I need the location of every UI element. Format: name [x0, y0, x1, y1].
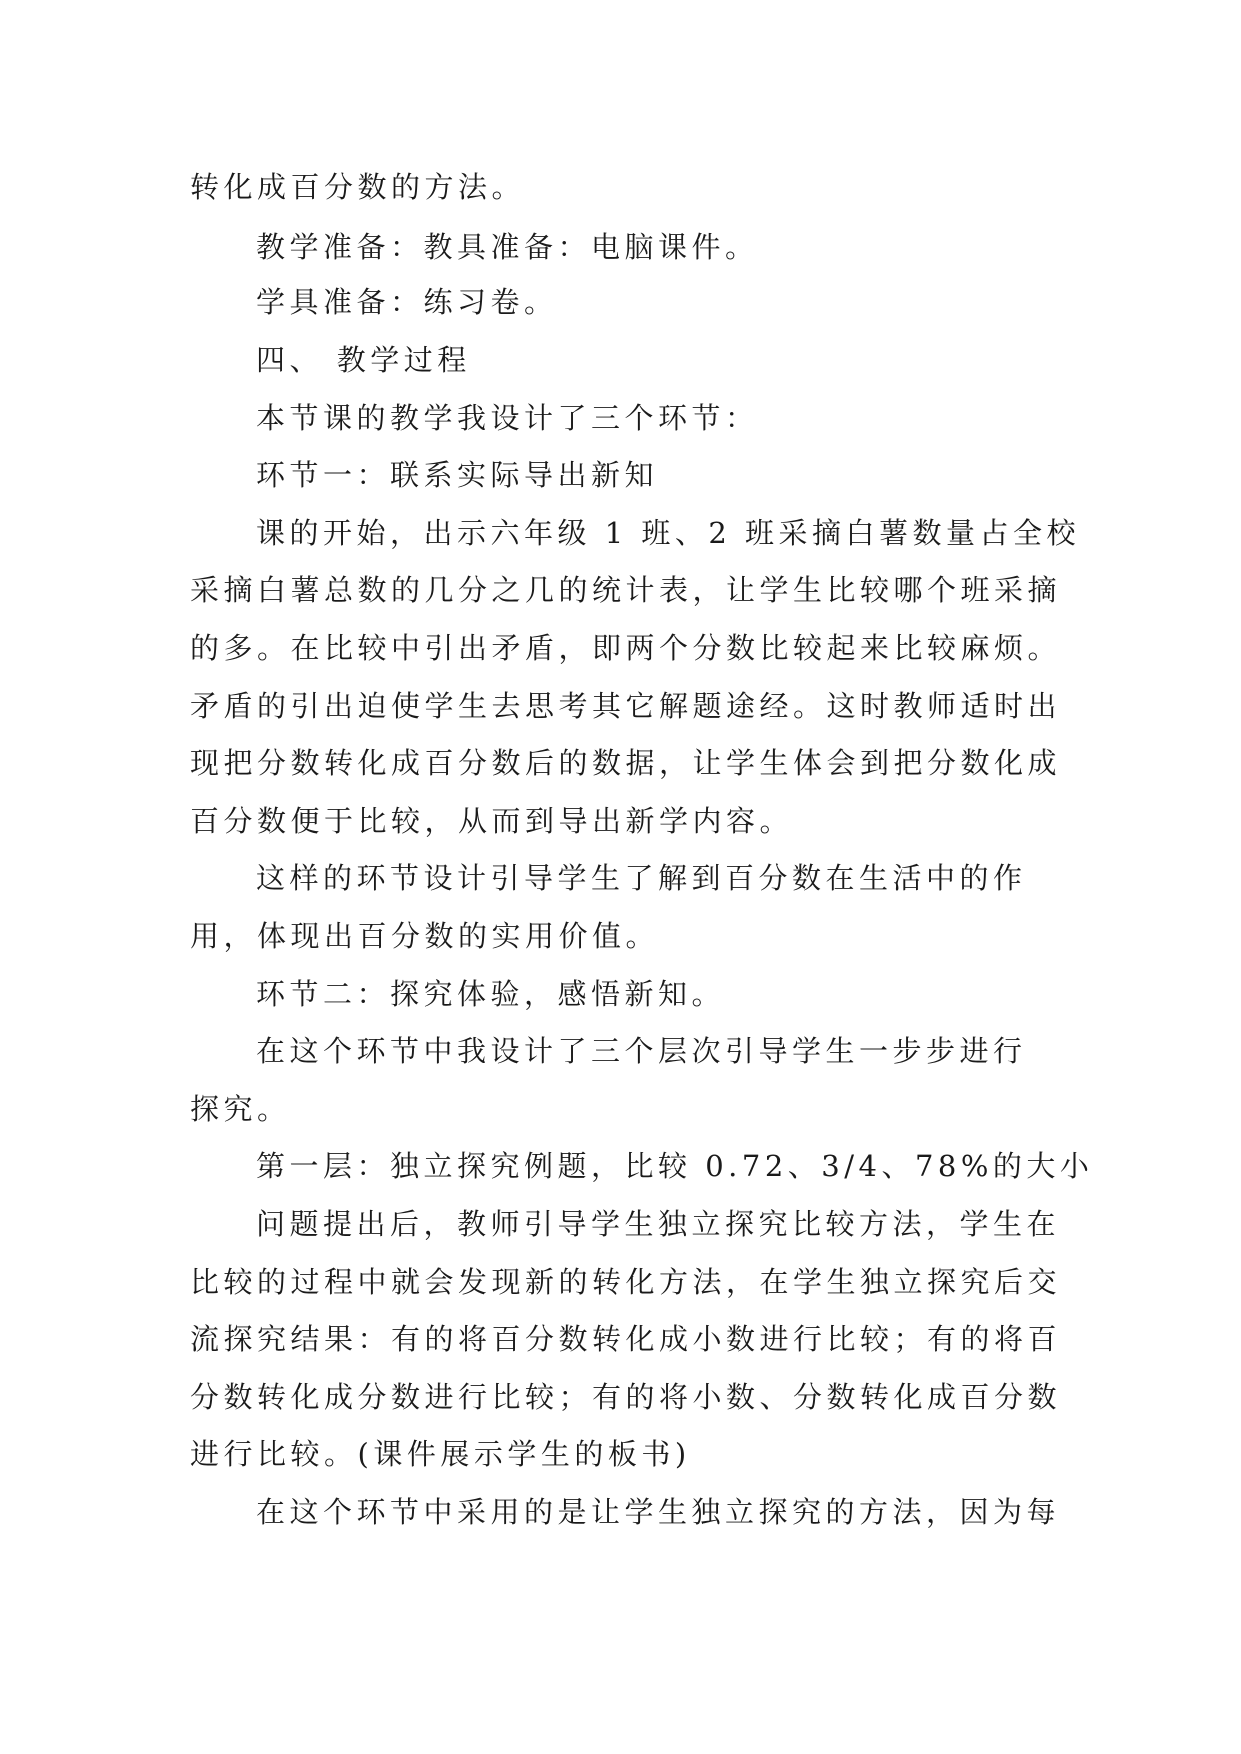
text-line: 用，体现出百分数的实用价值。	[190, 919, 660, 953]
text-line: 第一层：独立探究例题，比较 0.72、3/4、78%的大小	[256, 1149, 1094, 1183]
section-heading: 四、 教学过程	[256, 343, 471, 377]
text-line: 现把分数转化成百分数后的数据，让学生体会到把分数化成	[190, 746, 1062, 780]
subsection-heading: 环节二：探究体验，感悟新知。	[256, 977, 726, 1011]
text-line: 矛盾的引出迫使学生去思考其它解题途经。这时教师适时出	[190, 689, 1062, 723]
text-line: 的多。在比较中引出矛盾，即两个分数比较起来比较麻烦。	[190, 631, 1062, 665]
text-line: 流探究结果：有的将百分数转化成小数进行比较；有的将百	[190, 1322, 1062, 1356]
text-line: 问题提出后，教师引导学生独立探究比较方法，学生在	[256, 1207, 1061, 1241]
text-line: 分数转化成分数进行比较；有的将小数、分数转化成百分数	[190, 1380, 1062, 1414]
text-line: 在这个环节中我设计了三个层次引导学生一步步进行	[256, 1034, 1027, 1068]
text-line: 进行比较。(课件展示学生的板书)	[190, 1437, 691, 1471]
text-line: 在这个环节中采用的是让学生独立探究的方法，因为每	[256, 1495, 1061, 1529]
text-line: 比较的过程中就会发现新的转化方法，在学生独立探究后交	[190, 1265, 1062, 1299]
text-line: 采摘白薯总数的几分之几的统计表，让学生比较哪个班采摘	[190, 573, 1062, 607]
text-line: 本节课的教学我设计了三个环节：	[256, 401, 759, 435]
text-line: 探究。	[190, 1092, 291, 1126]
text-line: 教学准备：教具准备：电脑课件。	[256, 230, 759, 264]
text-line: 百分数便于比较，从而到导出新学内容。	[190, 804, 794, 838]
text-line: 学具准备：练习卷。	[256, 285, 558, 319]
text-line: 这样的环节设计引导学生了解到百分数在生活中的作	[256, 861, 1027, 895]
text-line: 课的开始，出示六年级 1 班、2 班采摘白薯数量占全校	[256, 516, 1081, 550]
text-line: 转化成百分数的方法。	[190, 170, 526, 204]
subsection-heading: 环节一：联系实际导出新知	[256, 458, 659, 492]
